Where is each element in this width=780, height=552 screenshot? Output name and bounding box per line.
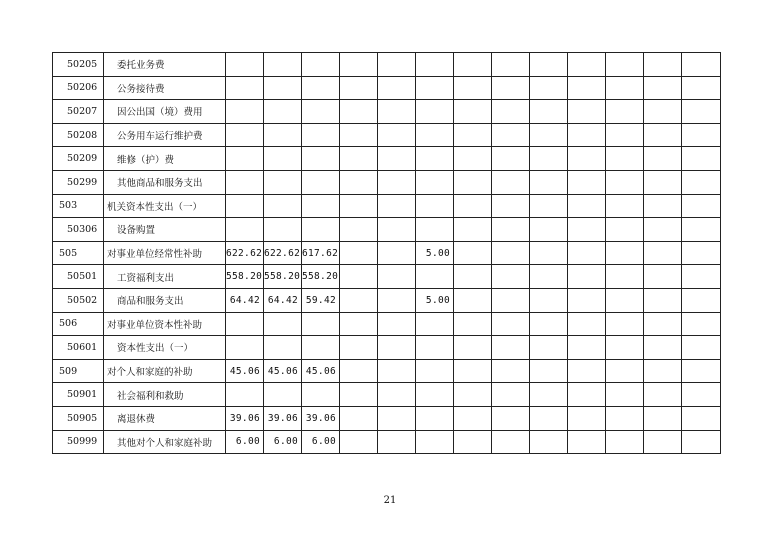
row-value-cell bbox=[416, 100, 454, 124]
row-value-cell bbox=[302, 383, 340, 407]
row-value-cell bbox=[682, 359, 721, 383]
row-value-cell bbox=[340, 100, 378, 124]
row-name: 对事业单位经常性补助 bbox=[104, 241, 226, 265]
row-value-cell bbox=[568, 147, 606, 171]
row-value-cell bbox=[568, 336, 606, 360]
row-value-cell bbox=[378, 288, 416, 312]
row-value-cell bbox=[644, 123, 682, 147]
row-value-cell bbox=[644, 430, 682, 454]
row-value-cell bbox=[378, 100, 416, 124]
table-row bbox=[53, 265, 721, 289]
row-value-cell bbox=[226, 147, 264, 171]
row-value-cell bbox=[492, 430, 530, 454]
row-value-cell bbox=[492, 406, 530, 430]
row-value-cell: 558.20 bbox=[302, 265, 340, 289]
row-value-cell bbox=[264, 123, 302, 147]
row-value-cell bbox=[378, 170, 416, 194]
row-value-cell bbox=[682, 288, 721, 312]
row-value-cell bbox=[302, 218, 340, 242]
row-code: 506 bbox=[53, 312, 104, 336]
row-name: 委托业务费 bbox=[104, 53, 226, 77]
row-value-cell bbox=[340, 241, 378, 265]
row-value-cell bbox=[682, 76, 721, 100]
table-row bbox=[53, 123, 721, 147]
row-value-cell bbox=[568, 383, 606, 407]
row-value-cell bbox=[340, 383, 378, 407]
row-value-cell bbox=[454, 53, 492, 77]
row-value-cell bbox=[302, 312, 340, 336]
row-code: 50601 bbox=[53, 336, 104, 360]
row-value-cell bbox=[568, 170, 606, 194]
row-value-cell bbox=[606, 359, 644, 383]
row-name: 维修（护）费 bbox=[104, 147, 226, 171]
row-value-cell bbox=[568, 312, 606, 336]
row-value-cell bbox=[492, 312, 530, 336]
row-value-cell bbox=[568, 406, 606, 430]
row-value-cell bbox=[568, 123, 606, 147]
row-value-cell bbox=[644, 383, 682, 407]
row-value-cell bbox=[492, 123, 530, 147]
row-value-cell: 6.00 bbox=[264, 430, 302, 454]
row-value-cell: 622.62 bbox=[264, 241, 302, 265]
row-value-cell bbox=[416, 194, 454, 218]
table-row bbox=[53, 288, 721, 312]
row-value-cell bbox=[378, 336, 416, 360]
table-row bbox=[53, 383, 721, 407]
row-value-cell bbox=[606, 336, 644, 360]
row-value-cell bbox=[644, 76, 682, 100]
row-value-cell bbox=[340, 147, 378, 171]
row-value-cell bbox=[264, 53, 302, 77]
row-value-cell bbox=[492, 194, 530, 218]
row-value-cell: 39.06 bbox=[226, 406, 264, 430]
row-value-cell bbox=[530, 76, 568, 100]
row-value-cell: 6.00 bbox=[302, 430, 340, 454]
row-value-cell bbox=[492, 383, 530, 407]
row-value-cell bbox=[378, 359, 416, 383]
row-value-cell bbox=[340, 194, 378, 218]
row-value-cell bbox=[416, 312, 454, 336]
row-value-cell bbox=[340, 265, 378, 289]
row-value-cell bbox=[644, 53, 682, 77]
row-value-cell bbox=[682, 241, 721, 265]
row-value-cell bbox=[492, 100, 530, 124]
row-value-cell bbox=[606, 265, 644, 289]
row-value-cell bbox=[530, 430, 568, 454]
row-value-cell bbox=[606, 147, 644, 171]
row-value-cell bbox=[416, 406, 454, 430]
row-value-cell bbox=[454, 194, 492, 218]
row-value-cell bbox=[378, 147, 416, 171]
row-value-cell bbox=[492, 170, 530, 194]
row-code: 50905 bbox=[53, 406, 104, 430]
row-value-cell bbox=[416, 383, 454, 407]
row-value-cell bbox=[340, 359, 378, 383]
table-row bbox=[53, 100, 721, 124]
row-value-cell bbox=[454, 288, 492, 312]
row-value-cell bbox=[606, 76, 644, 100]
row-value-cell bbox=[682, 312, 721, 336]
row-value-cell bbox=[644, 100, 682, 124]
row-value-cell bbox=[606, 288, 644, 312]
row-value-cell bbox=[378, 312, 416, 336]
row-value-cell bbox=[454, 265, 492, 289]
row-value-cell bbox=[226, 194, 264, 218]
row-value-cell bbox=[530, 241, 568, 265]
row-value-cell bbox=[416, 123, 454, 147]
row-value-cell bbox=[454, 359, 492, 383]
row-value-cell bbox=[568, 53, 606, 77]
row-value-cell bbox=[416, 218, 454, 242]
table-row bbox=[53, 359, 721, 383]
row-value-cell bbox=[264, 312, 302, 336]
row-name: 对事业单位资本性补助 bbox=[104, 312, 226, 336]
row-code: 50205 bbox=[53, 53, 104, 77]
table-row bbox=[53, 312, 721, 336]
row-value-cell bbox=[644, 312, 682, 336]
row-code: 50901 bbox=[53, 383, 104, 407]
row-value-cell bbox=[454, 218, 492, 242]
row-name: 设备购置 bbox=[104, 218, 226, 242]
row-value-cell bbox=[568, 359, 606, 383]
row-value-cell: 45.06 bbox=[264, 359, 302, 383]
table-row bbox=[53, 76, 721, 100]
row-value-cell bbox=[302, 147, 340, 171]
row-value-cell bbox=[492, 288, 530, 312]
row-value-cell bbox=[416, 53, 454, 77]
row-value-cell bbox=[568, 76, 606, 100]
row-value-cell bbox=[530, 265, 568, 289]
row-value-cell bbox=[454, 147, 492, 171]
row-name: 离退休费 bbox=[104, 406, 226, 430]
row-value-cell bbox=[340, 336, 378, 360]
row-code: 50209 bbox=[53, 147, 104, 171]
table-row bbox=[53, 53, 721, 77]
row-value-cell bbox=[454, 76, 492, 100]
row-name: 工资福利支出 bbox=[104, 265, 226, 289]
row-value-cell bbox=[416, 170, 454, 194]
budget-table bbox=[52, 52, 721, 454]
table-row bbox=[53, 336, 721, 360]
row-value-cell bbox=[340, 312, 378, 336]
row-value-cell bbox=[530, 123, 568, 147]
row-value-cell bbox=[644, 359, 682, 383]
row-value-cell bbox=[454, 336, 492, 360]
row-value-cell bbox=[644, 194, 682, 218]
row-value-cell bbox=[606, 312, 644, 336]
row-value-cell bbox=[378, 194, 416, 218]
row-value-cell bbox=[454, 383, 492, 407]
row-value-cell bbox=[682, 100, 721, 124]
table-row bbox=[53, 194, 721, 218]
row-value-cell bbox=[644, 288, 682, 312]
row-value-cell bbox=[644, 218, 682, 242]
row-code: 50206 bbox=[53, 76, 104, 100]
row-value-cell bbox=[644, 170, 682, 194]
table-row bbox=[53, 218, 721, 242]
row-value-cell bbox=[302, 194, 340, 218]
row-value-cell: 558.20 bbox=[264, 265, 302, 289]
row-value-cell bbox=[264, 147, 302, 171]
row-value-cell bbox=[454, 123, 492, 147]
row-name: 其他商品和服务支出 bbox=[104, 170, 226, 194]
row-value-cell bbox=[568, 100, 606, 124]
row-value-cell bbox=[340, 430, 378, 454]
row-value-cell bbox=[264, 170, 302, 194]
row-value-cell bbox=[492, 336, 530, 360]
row-code: 50207 bbox=[53, 100, 104, 124]
row-value-cell bbox=[378, 265, 416, 289]
row-value-cell bbox=[378, 53, 416, 77]
row-value-cell bbox=[682, 265, 721, 289]
row-code: 503 bbox=[53, 194, 104, 218]
row-value-cell bbox=[416, 147, 454, 171]
row-code: 50306 bbox=[53, 218, 104, 242]
row-value-cell bbox=[606, 218, 644, 242]
row-value-cell bbox=[682, 147, 721, 171]
row-value-cell bbox=[530, 147, 568, 171]
row-code: 509 bbox=[53, 359, 104, 383]
row-value-cell bbox=[644, 265, 682, 289]
row-value-cell bbox=[264, 383, 302, 407]
row-value-cell bbox=[530, 194, 568, 218]
row-value-cell bbox=[568, 430, 606, 454]
row-value-cell bbox=[454, 241, 492, 265]
row-value-cell bbox=[226, 123, 264, 147]
row-value-cell bbox=[568, 265, 606, 289]
row-value-cell bbox=[682, 336, 721, 360]
row-value-cell bbox=[682, 123, 721, 147]
row-value-cell bbox=[340, 76, 378, 100]
table-row bbox=[53, 406, 721, 430]
row-value-cell: 558.20 bbox=[226, 265, 264, 289]
row-value-cell bbox=[530, 100, 568, 124]
row-value-cell: 64.42 bbox=[264, 288, 302, 312]
row-value-cell bbox=[568, 218, 606, 242]
row-value-cell bbox=[644, 147, 682, 171]
row-value-cell bbox=[226, 100, 264, 124]
row-name: 其他对个人和家庭补助 bbox=[104, 430, 226, 454]
row-value-cell bbox=[606, 406, 644, 430]
row-value-cell bbox=[606, 383, 644, 407]
row-value-cell bbox=[416, 265, 454, 289]
row-value-cell bbox=[492, 265, 530, 289]
row-value-cell bbox=[416, 76, 454, 100]
row-value-cell bbox=[568, 288, 606, 312]
row-value-cell bbox=[264, 218, 302, 242]
row-value-cell bbox=[264, 100, 302, 124]
row-value-cell bbox=[378, 123, 416, 147]
row-value-cell bbox=[606, 170, 644, 194]
row-value-cell bbox=[644, 406, 682, 430]
row-value-cell bbox=[416, 336, 454, 360]
row-value-cell: 45.06 bbox=[302, 359, 340, 383]
row-value-cell bbox=[568, 241, 606, 265]
row-value-cell bbox=[302, 336, 340, 360]
row-value-cell bbox=[606, 123, 644, 147]
row-value-cell bbox=[644, 241, 682, 265]
row-value-cell bbox=[530, 288, 568, 312]
row-value-cell bbox=[530, 312, 568, 336]
row-value-cell bbox=[264, 336, 302, 360]
table-body bbox=[53, 53, 721, 454]
table-row bbox=[53, 430, 721, 454]
row-name: 因公出国（境）费用 bbox=[104, 100, 226, 124]
row-code: 50299 bbox=[53, 170, 104, 194]
row-value-cell bbox=[416, 359, 454, 383]
row-value-cell bbox=[606, 100, 644, 124]
row-value-cell: 617.62 bbox=[302, 241, 340, 265]
row-value-cell bbox=[340, 218, 378, 242]
row-value-cell: 45.06 bbox=[226, 359, 264, 383]
row-value-cell bbox=[378, 218, 416, 242]
row-name: 资本性支出（一） bbox=[104, 336, 226, 360]
row-value-cell bbox=[378, 430, 416, 454]
row-name: 社会福利和救助 bbox=[104, 383, 226, 407]
row-value-cell: 622.62 bbox=[226, 241, 264, 265]
row-value-cell bbox=[302, 76, 340, 100]
row-value-cell: 39.06 bbox=[264, 406, 302, 430]
row-value-cell: 5.00 bbox=[416, 288, 454, 312]
row-code: 50999 bbox=[53, 430, 104, 454]
row-value-cell: 6.00 bbox=[226, 430, 264, 454]
row-value-cell: 64.42 bbox=[226, 288, 264, 312]
row-value-cell bbox=[454, 430, 492, 454]
row-value-cell bbox=[682, 170, 721, 194]
row-value-cell bbox=[682, 430, 721, 454]
row-value-cell bbox=[530, 383, 568, 407]
row-value-cell bbox=[492, 218, 530, 242]
row-value-cell bbox=[454, 406, 492, 430]
row-value-cell bbox=[226, 53, 264, 77]
row-name: 机关资本性支出（一） bbox=[104, 194, 226, 218]
row-value-cell bbox=[492, 76, 530, 100]
row-value-cell bbox=[302, 123, 340, 147]
row-value-cell bbox=[302, 170, 340, 194]
row-value-cell bbox=[454, 312, 492, 336]
row-value-cell: 5.00 bbox=[416, 241, 454, 265]
row-value-cell bbox=[340, 53, 378, 77]
row-value-cell bbox=[264, 76, 302, 100]
row-value-cell bbox=[492, 53, 530, 77]
row-value-cell bbox=[530, 218, 568, 242]
row-value-cell bbox=[378, 406, 416, 430]
row-value-cell bbox=[454, 170, 492, 194]
row-value-cell bbox=[606, 430, 644, 454]
row-value-cell bbox=[340, 288, 378, 312]
row-value-cell bbox=[644, 336, 682, 360]
row-value-cell bbox=[340, 170, 378, 194]
row-value-cell: 59.42 bbox=[302, 288, 340, 312]
row-name: 对个人和家庭的补助 bbox=[104, 359, 226, 383]
row-value-cell bbox=[226, 76, 264, 100]
row-value-cell bbox=[416, 430, 454, 454]
row-code: 50208 bbox=[53, 123, 104, 147]
row-value-cell bbox=[302, 100, 340, 124]
row-value-cell bbox=[682, 218, 721, 242]
row-value-cell bbox=[530, 406, 568, 430]
row-value-cell bbox=[682, 53, 721, 77]
row-value-cell bbox=[340, 123, 378, 147]
row-code: 50502 bbox=[53, 288, 104, 312]
row-value-cell bbox=[492, 359, 530, 383]
row-value-cell bbox=[264, 194, 302, 218]
row-value-cell bbox=[530, 359, 568, 383]
table-row bbox=[53, 147, 721, 171]
row-value-cell bbox=[302, 53, 340, 77]
row-value-cell bbox=[530, 170, 568, 194]
row-value-cell bbox=[378, 76, 416, 100]
row-name: 公务用车运行维护费 bbox=[104, 123, 226, 147]
row-value-cell bbox=[682, 383, 721, 407]
row-value-cell bbox=[568, 194, 606, 218]
row-value-cell bbox=[226, 170, 264, 194]
row-code: 50501 bbox=[53, 265, 104, 289]
table-row bbox=[53, 241, 721, 265]
row-name: 商品和服务支出 bbox=[104, 288, 226, 312]
row-value-cell bbox=[682, 406, 721, 430]
row-value-cell bbox=[606, 194, 644, 218]
row-name: 公务接待费 bbox=[104, 76, 226, 100]
row-value-cell bbox=[492, 147, 530, 171]
row-value-cell bbox=[226, 218, 264, 242]
row-value-cell bbox=[378, 383, 416, 407]
row-value-cell bbox=[340, 406, 378, 430]
row-code: 505 bbox=[53, 241, 104, 265]
page-number: 21 bbox=[383, 495, 397, 506]
row-value-cell: 39.06 bbox=[302, 406, 340, 430]
row-value-cell bbox=[530, 336, 568, 360]
row-value-cell bbox=[606, 53, 644, 77]
row-value-cell bbox=[378, 241, 416, 265]
table-row bbox=[53, 170, 721, 194]
row-value-cell bbox=[682, 194, 721, 218]
row-value-cell bbox=[454, 100, 492, 124]
row-value-cell bbox=[226, 312, 264, 336]
row-value-cell bbox=[226, 383, 264, 407]
row-value-cell bbox=[492, 241, 530, 265]
row-value-cell bbox=[530, 53, 568, 77]
row-value-cell bbox=[606, 241, 644, 265]
row-value-cell bbox=[226, 336, 264, 360]
